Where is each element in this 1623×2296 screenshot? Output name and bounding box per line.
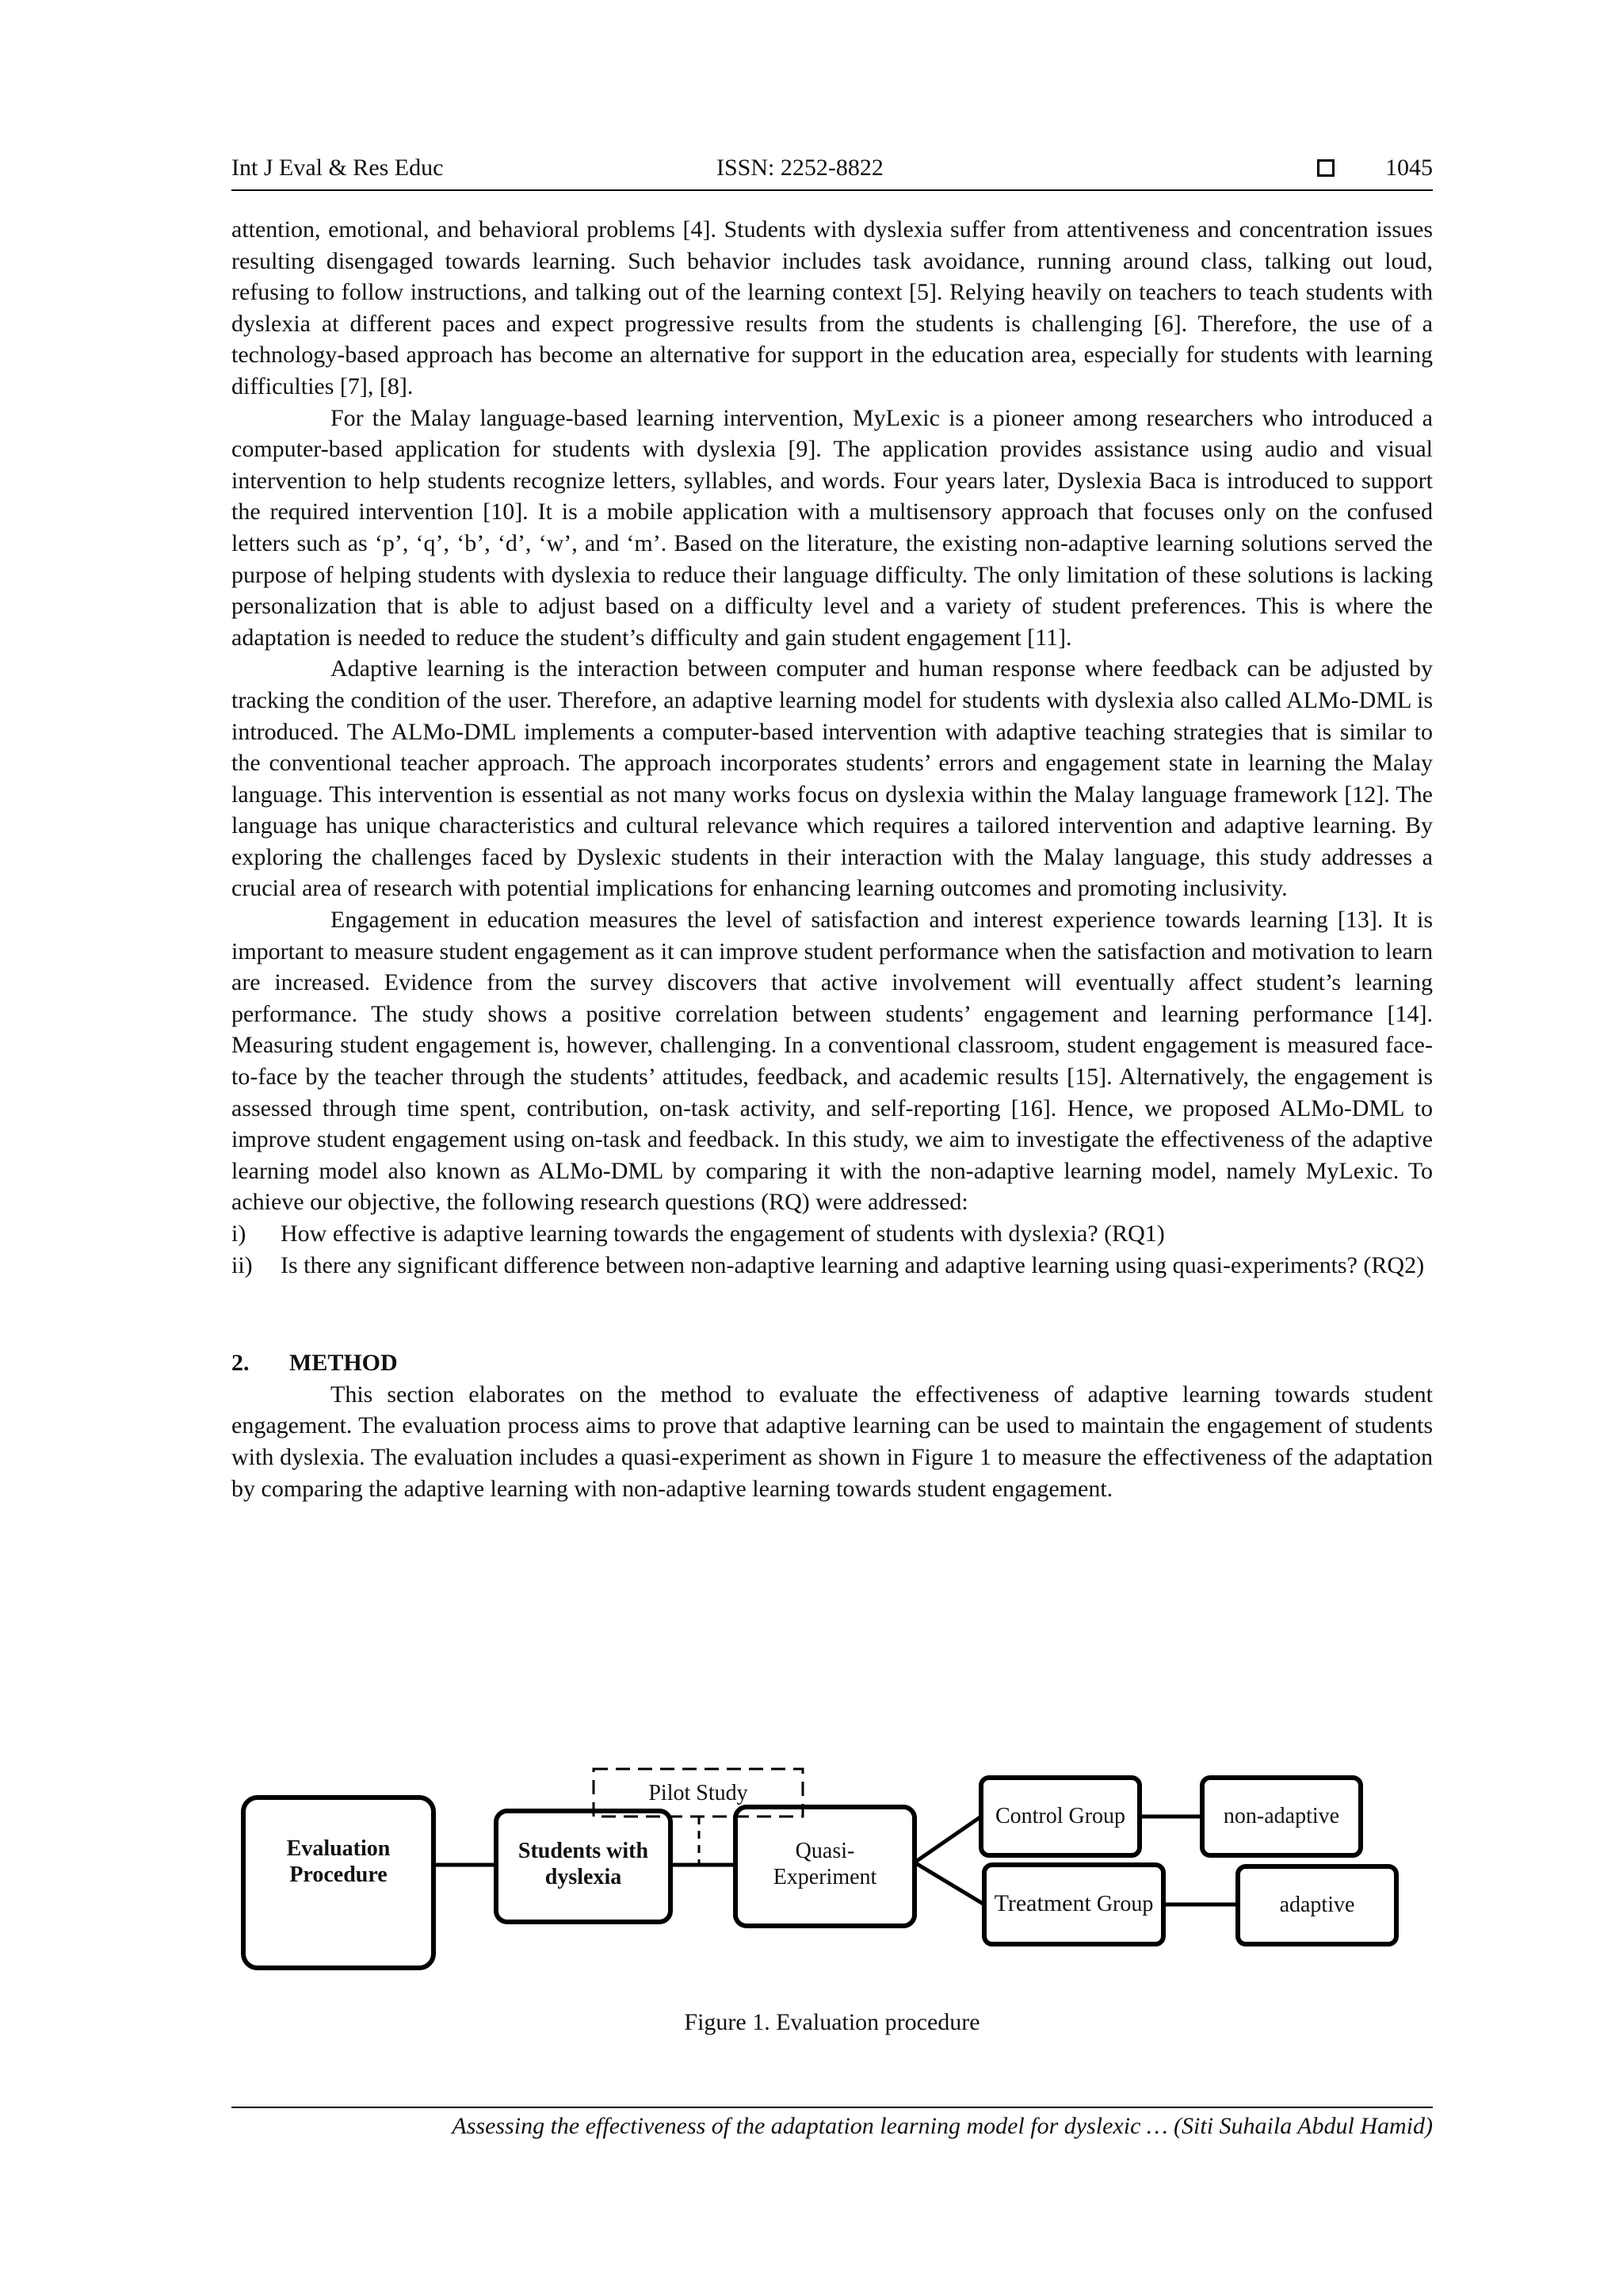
label-part: Treatment [994, 1890, 1091, 1916]
running-header [231, 155, 1433, 191]
running-footer: Assessing the effectiveness of the adaptation learning model for dyslexic … (Siti Suhaila Abdul Hamid) [231, 2107, 1433, 2140]
square-bullet-icon [1317, 159, 1335, 177]
figure-caption: Figure 1. Evaluation procedure [684, 2009, 980, 2035]
non-adaptive-label: non-adaptive [1223, 1804, 1340, 1828]
research-question [231, 1250, 1433, 1282]
label-part: Group [1090, 1892, 1154, 1916]
body-text [231, 214, 1433, 1504]
journal-name: Int J Eval & Res Educ [231, 155, 444, 181]
paragraph: attention, emotional, and behavioral problems [4]. Students with dyslexia suffer from attentiveness and concentration issues resulting disengaged towards learning. Such behavior includes task avoidance, running around class, talking out loud, refusing to follow instructions, and talking out of the learning context [5]. Relying heavily on teachers to teach students with dyslexia at different paces and expect progressive results from the students is challenging [6]. Therefore, the use of a technology-based approach has become an alternative for support in the education area, especially for students with learning difficulties [7], [8]. [231, 216, 1433, 399]
label-line: Students with [517, 1839, 649, 1863]
connector [915, 1862, 984, 1904]
section-number: 2. [231, 1350, 250, 1377]
rq-text: How effective is adaptive learning towards the engagement of students with dyslexia? (RQ1) [281, 1221, 1165, 1247]
control-label: Control Group [995, 1804, 1126, 1828]
paragraph: Engagement in education measures the level of satisfaction and interest experience towards learning [13]. It is important to measure student engagement as it can improve student performance when the satisfaction and motivation to learn are increased. Evidence from the survey discovers that active involvement will eventually affect student’s learning performance. The study shows a positive correlation between students’ engagement and learning performance [14]. Measuring student engagement is, however, challenging. In a conventional classroom, student engagement is measured face-to-face by the teacher through the students’ attitudes, feedback, and academic results [15]. Alternatively, the engagement is assessed through time spent, contribution, on-task activity, and self-reporting [16]. Hence, we proposed ALMo-DML to improve student engagement using on-task and feedback. In this study, we aim to investigate the effectiveness of the adaptive learning model also known as ALMo-DML by comparing it with the non-adaptive learning model, namely MyLexic. To achieve our objective, the following research questions (RQ) were addressed: [231, 907, 1433, 1216]
issn: ISSN: 2252-8822 [716, 155, 884, 181]
label-line: Procedure [289, 1862, 388, 1887]
evaluation-label [243, 1836, 433, 1888]
adaptive-label: adaptive [1279, 1893, 1355, 1917]
section-heading [231, 1347, 1433, 1379]
pilot-label: Pilot Study [648, 1781, 748, 1805]
rq-number: ii) [231, 1251, 253, 1278]
page-number: 1045 [1385, 155, 1433, 181]
rq-number: i) [231, 1221, 246, 1247]
label-line: Quasi- [795, 1839, 855, 1863]
figure-evaluation-procedure [231, 1763, 1433, 2009]
paragraph: This section elaborates on the method to evaluate the effectiveness of adaptive learning towards student engagement. The evaluation process aims to prove that adaptive learning can be used to maintain the engagement of students with dyslexia. The evaluation includes a quasi-experiment as shown in Figure 1 to measure the effectiveness of the adaptation by comparing the adaptive learning with non-adaptive learning towards student engagement. [231, 1381, 1433, 1502]
quasi-label [735, 1838, 915, 1890]
rq-text: Is there any significant difference between non-adaptive learning and adaptive learning using quasi-experiments? (RQ2) [281, 1251, 1425, 1278]
paragraph: For the Malay language-based learning intervention, MyLexic is a pioneer among researchers who introduced a computer-based application for students with dyslexia [9]. The application provides assistance using audio and visual intervention to help students recognize letters, syllables, and words. Four years later, Dyslexia Baca is introduced to support the required intervention [10]. It is a mobile application with a multisensory approach that focuses only on the confused letters such as ‘p’, ‘q’, ‘b’, ‘d’, ‘w’, and ‘m’. Based on the literature, the existing non-adaptive learning solutions served the purpose of helping students with dyslexia to reduce their language difficulty. The only limitation of these solutions is lacking personalization that is able to adjust based on a difficulty level and a variety of student preferences. This is where the adaptation is needed to reduce the student’s difficulty and gain student engagement [11]. [231, 404, 1433, 651]
students-label [496, 1838, 670, 1890]
label-line: dyslexia [544, 1865, 622, 1889]
treatment-label [984, 1890, 1163, 1917]
research-question [231, 1218, 1433, 1250]
paragraph: Adaptive learning is the interaction between computer and human response where feedback can be adjusted by tracking the condition of the user. Therefore, an adaptive learning model for students with dyslexia also called ALMo-DML is introduced. The ALMo-DML implements a computer-based intervention with adaptive teaching strategies that is similar to the conventional teacher approach. The approach incorporates students’ errors and engagement state in learning the Malay language. This intervention is essential as not many works focus on dyslexia within the Malay language framework [12]. The language has unique characteristics and cultural relevance which requires a tailored intervention and adaptive learning. By exploring the challenges faced by Dyslexic students in their interaction with the Malay language, this study addresses a crucial area of research with potential implications for enhancing learning outcomes and promoting inclusivity. [231, 655, 1433, 902]
connector [915, 1817, 981, 1862]
section-title: METHOD [289, 1350, 398, 1377]
label-line: Experiment [773, 1865, 877, 1889]
label-line: Evaluation [286, 1836, 391, 1861]
